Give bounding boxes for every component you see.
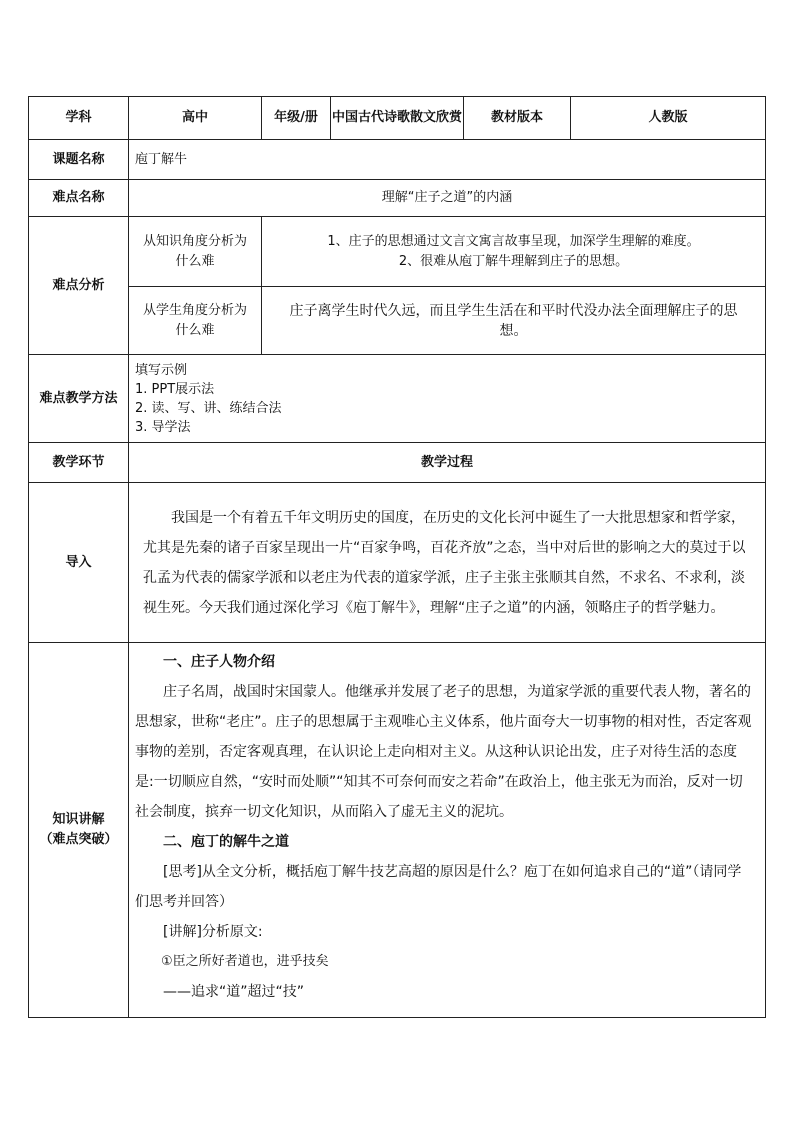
knowledge-label-cell [29, 643, 129, 1018]
knowledge-label: 知识讲解 [52, 812, 105, 827]
student-angle-text: 庄子离学生时代久远，而且学生生活在和平时代没办法全面理解庄子的思想。 [262, 287, 766, 355]
knowledge-row [29, 643, 766, 1018]
difficulty-value: 理解“庄子之道”的内涵 [129, 180, 766, 217]
explain-text: [讲解]分析原文: [163, 924, 263, 940]
method-line-3: 3. 导学法 [135, 419, 191, 435]
process-label: 教学环节 [29, 443, 129, 483]
analysis-student-row [29, 287, 766, 355]
analysis-label: 难点分析 [29, 217, 129, 355]
section1-text: 庄子名周，战国时宋国蒙人。他继承并发展了老子的思想，为道家学派的重要代表人物，著名的思想家，世称“老庄”。庄子的思想属于主观唯心主义体系，他片面夸大一切事物的相对性，否定客观事物的差别，否定客观真理，在认识论上走向相对主义。从这种认识论出发，庄子对待生活的态度是:一切顺应自然，“安时而处顺”“知其不可奈何而安之若命”在政治上，他主张无为而治，反对一切社会制度，摈弃一切文化知识，从而陷入了虚无主义的泥坑。 [135, 684, 752, 820]
method-line-0: 填写示例 [135, 362, 188, 378]
knowledge-sublabel: （难点突破） [39, 832, 118, 847]
knowledge-line-2: 2、很难从庖丁解牛理解到庄子的思想。 [398, 253, 629, 269]
knowledge-line-1: 1、庄子的思想通过文言文寓言故事呈现，加深学生理解的难度。 [327, 233, 700, 249]
lesson-value: 庖丁解牛 [129, 140, 766, 180]
edition-label: 教材版本 [464, 97, 571, 140]
student-angle-label: 从学生角度分析为什么难 [129, 287, 262, 355]
knowledge-angle-text [262, 217, 766, 287]
analysis-knowledge-row [29, 217, 766, 287]
knowledge-angle-label: 从知识角度分析为什么难 [129, 217, 262, 287]
process-title: 教学过程 [129, 443, 766, 483]
think-text: [思考]从全文分析，概括庖丁解牛技艺高超的原因是什么？庖丁在如何追求自己的“道”（请同学们思考并回答） [135, 864, 742, 910]
grade-value: 中国古代诗歌散文欣赏 [331, 97, 464, 140]
edition-value: 人教版 [571, 97, 766, 140]
lesson-plan-table [28, 96, 766, 1018]
method-label: 难点教学方法 [29, 355, 129, 443]
process-row [29, 443, 766, 483]
intro-cell [129, 483, 766, 643]
difficulty-label: 难点名称 [29, 180, 129, 217]
difficulty-row [29, 180, 766, 217]
lesson-row [29, 140, 766, 180]
quote-1-note: ——追求“道”超过“技” [163, 984, 305, 1000]
intro-text: 我国是一个有着五千年文明历史的国度，在历史的文化长河中诞生了一大批思想家和哲学家，尤其是先秦的诸子百家呈现出一片“百家争鸣，百花齐放”之态，当中对后世的影响之大的莫过于以孔孟为代表的儒家学派和以老庄为代表的道家学派，庄子主张主张顺其自然，不求名、不求利，淡视生死。今天我们通过深化学习《庖丁解牛》，理解“庄子之道”的内涵，领略庄子的哲学魅力。 [143, 509, 746, 616]
knowledge-cell [129, 643, 766, 1018]
quote-1: ①臣之所好者道也，进乎技矣 [161, 954, 329, 969]
grade-label: 年级/册 [262, 97, 331, 140]
method-row [29, 355, 766, 443]
method-line-2: 2. 读、写、讲、练结合法 [135, 400, 282, 416]
lesson-label: 课题名称 [29, 140, 129, 180]
header-row [29, 97, 766, 140]
subject-label: 学科 [29, 97, 129, 140]
intro-row [29, 483, 766, 643]
method-list [129, 355, 766, 443]
subject-value: 高中 [129, 97, 262, 140]
section1-title: 一、庄子人物介绍 [163, 654, 275, 670]
intro-label: 导入 [29, 483, 129, 643]
section2-title: 二、庖丁的解牛之道 [163, 834, 289, 850]
method-line-1: 1. PPT展示法 [135, 381, 215, 397]
